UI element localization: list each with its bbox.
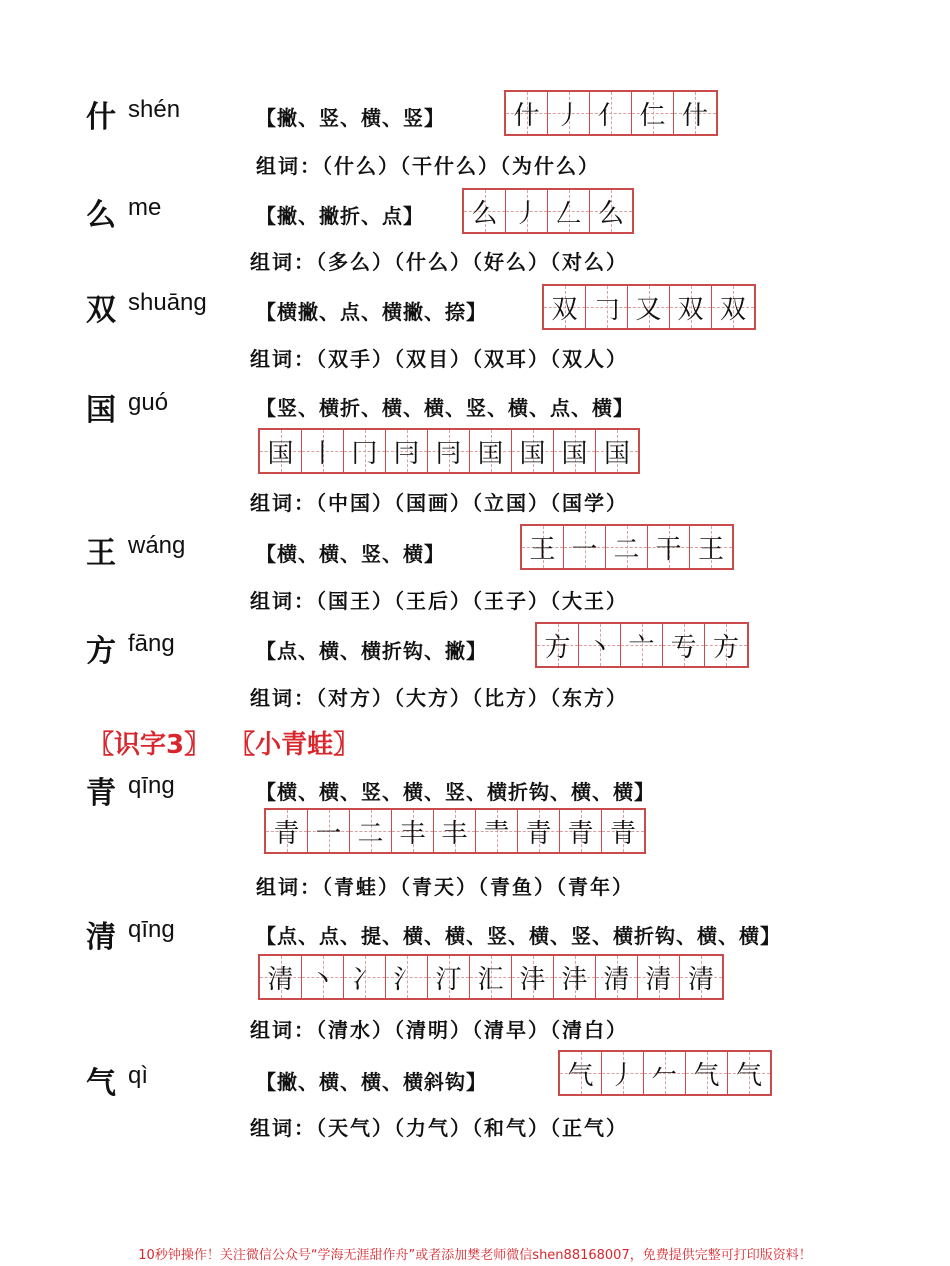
stroke-grid-cell (302, 430, 344, 472)
stroke-grid-cell (554, 956, 596, 998)
stroke-glyph: 丶 (586, 632, 613, 663)
stroke-glyph: 一 (571, 534, 598, 565)
stroke-grid-cell (686, 1052, 728, 1094)
entry-pinyin: shén (128, 96, 181, 123)
stroke-glyph: 气 (693, 1060, 720, 1091)
stroke-grid (558, 1050, 772, 1096)
stroke-order-text: 【撇、撇折、点】 (256, 204, 424, 228)
stroke-grid-cell (544, 286, 586, 328)
stroke-glyph: 国 (603, 438, 630, 469)
stroke-grid-cell (586, 286, 628, 328)
entry-character: 什 (86, 100, 116, 135)
stroke-grid-cell (344, 956, 386, 998)
stroke-grid-cell (350, 810, 392, 852)
stroke-glyph: 国 (519, 438, 546, 469)
stroke-grid-cell (690, 526, 732, 568)
stroke-glyph: 气 (735, 1060, 762, 1091)
stroke-grid-cell (386, 430, 428, 472)
word-examples (250, 1014, 628, 1043)
stroke-grid-cell (522, 526, 564, 568)
word-examples-list: （双手）（双目）（双耳）（双人） (316, 347, 628, 371)
stroke-grid-cell (674, 92, 716, 134)
stroke-glyph: 么 (471, 198, 498, 229)
stroke-glyph: 什 (513, 100, 540, 131)
stroke-grid-cell (728, 1052, 770, 1094)
stroke-grid-cell (548, 92, 590, 134)
stroke-glyph: 干 (655, 534, 682, 565)
stroke-glyph: 双 (677, 294, 704, 325)
stroke-glyph: 冃 (393, 438, 420, 469)
stroke-grid (258, 428, 640, 474)
stroke-glyph: 青 (273, 818, 300, 849)
word-examples-label: 组词： (250, 1116, 316, 1140)
stroke-glyph: 沣 (561, 964, 588, 995)
entry-character: 青 (86, 776, 116, 811)
stroke-grid (258, 954, 724, 1000)
stroke-glyph: 青 (567, 818, 594, 849)
stroke-glyph: 冂 (351, 438, 378, 469)
stroke-order-text: 【竖、横折、横、横、竖、横、点、横】 (256, 396, 634, 420)
word-examples-label: 组词： (256, 875, 322, 899)
stroke-grid-cell (554, 430, 596, 472)
stroke-grid (504, 90, 718, 136)
stroke-grid-cell (506, 190, 548, 232)
stroke-glyph: 氵 (393, 964, 420, 995)
stroke-grid-cell (470, 956, 512, 998)
word-examples (250, 682, 628, 711)
stroke-glyph: 汀 (435, 964, 462, 995)
stroke-glyph: 丿 (609, 1060, 636, 1091)
stroke-grid-cell (663, 624, 705, 666)
stroke-grid-cell (560, 810, 602, 852)
stroke-glyph: 丨 (309, 438, 336, 469)
word-examples-label: 组词： (250, 491, 316, 515)
stroke-glyph: 双 (719, 294, 746, 325)
stroke-grid-cell (344, 430, 386, 472)
stroke-grid-cell (560, 1052, 602, 1094)
stroke-grid-cell (670, 286, 712, 328)
stroke-grid-cell (606, 526, 648, 568)
stroke-glyph: 清 (645, 964, 672, 995)
stroke-grid-cell (564, 526, 606, 568)
stroke-grid-cell (476, 810, 518, 852)
stroke-glyph: 青 (525, 818, 552, 849)
stroke-grid-cell (470, 430, 512, 472)
entry-pinyin: guó (128, 389, 169, 416)
stroke-glyph: 汇 (477, 964, 504, 995)
word-examples-label: 组词： (250, 250, 316, 274)
stroke-grid-cell (644, 1052, 686, 1094)
section-title-lesson: 〖识字3〗 (88, 730, 211, 760)
stroke-glyph: 王 (529, 534, 556, 565)
stroke-grid (535, 622, 749, 668)
stroke-order-text: 【点、点、提、横、横、竖、横、竖、横折钩、横、横】 (256, 924, 781, 948)
stroke-grid-cell (266, 810, 308, 852)
stroke-grid-cell (260, 956, 302, 998)
stroke-grid-cell (680, 956, 722, 998)
stroke-glyph: 一 (315, 818, 342, 849)
stroke-order-text: 【撇、横、横、横斜钩】 (256, 1070, 487, 1094)
stroke-glyph: 二 (357, 818, 384, 849)
stroke-glyph: 国 (267, 438, 294, 469)
stroke-grid-cell (464, 190, 506, 232)
stroke-grid-cell (308, 810, 350, 852)
stroke-glyph: 冫 (351, 964, 378, 995)
stroke-grid-cell (579, 624, 621, 666)
stroke-glyph: 丰 (441, 818, 468, 849)
stroke-glyph: 亻 (597, 100, 624, 131)
stroke-glyph: 王 (697, 534, 724, 565)
word-examples-list: （天气）（力气）（和气）（正气） (316, 1116, 628, 1140)
word-examples (256, 150, 600, 179)
word-examples-list: （中国）（国画）（立国）（国学） (316, 491, 628, 515)
stroke-grid-cell (260, 430, 302, 472)
entry-character: 国 (86, 393, 116, 428)
stroke-grid-cell (590, 190, 632, 232)
stroke-order-text: 【撇、竖、横、竖】 (256, 106, 445, 130)
entry-pinyin: qīng (128, 772, 175, 799)
entry-pinyin: shuāng (128, 289, 207, 316)
stroke-grid-cell (537, 624, 579, 666)
entry-character: 双 (86, 293, 116, 328)
word-examples-list: （国王）（王后）（王子）（大王） (316, 589, 628, 613)
stroke-glyph: 双 (551, 294, 578, 325)
stroke-grid-cell (705, 624, 747, 666)
entry-character: 王 (86, 536, 116, 571)
stroke-grid-cell (621, 624, 663, 666)
stroke-order-text: 【横、横、竖、横、竖、横折钩、横、横】 (256, 780, 655, 804)
stroke-glyph: 什 (681, 100, 708, 131)
stroke-glyph: 丶 (309, 964, 336, 995)
stroke-glyph: 丿 (513, 198, 540, 229)
word-examples-list: （清水）（清明）（清早）（清白） (316, 1018, 628, 1042)
stroke-glyph: 龶 (483, 818, 510, 849)
stroke-glyph: 仁 (639, 100, 666, 131)
stroke-grid-cell (512, 430, 554, 472)
stroke-glyph: 方 (544, 632, 571, 663)
stroke-glyph: 亐 (670, 632, 697, 663)
stroke-glyph: 清 (687, 964, 714, 995)
stroke-grid-cell (602, 810, 644, 852)
word-examples (256, 871, 634, 900)
stroke-order-text: 【横、横、竖、横】 (256, 542, 445, 566)
stroke-glyph: 冃 (435, 438, 462, 469)
entry-pinyin: qīng (128, 916, 175, 943)
word-examples-list: （青蛙）（青天）（青鱼）（青年） (322, 875, 634, 899)
stroke-grid-cell (712, 286, 754, 328)
stroke-glyph: 又 (635, 294, 662, 325)
entry-character: 清 (86, 920, 116, 955)
word-examples-label: 组词： (250, 589, 316, 613)
stroke-grid-cell (434, 810, 476, 852)
entry-pinyin: me (128, 194, 162, 221)
entry-character: 气 (86, 1066, 116, 1101)
stroke-grid-cell (518, 810, 560, 852)
stroke-grid-cell (548, 190, 590, 232)
stroke-glyph: 丰 (399, 818, 426, 849)
word-examples (250, 1112, 628, 1141)
stroke-glyph: 囯 (477, 438, 504, 469)
stroke-grid-cell (428, 956, 470, 998)
stroke-grid-cell (302, 956, 344, 998)
stroke-glyph: 国 (561, 438, 588, 469)
stroke-order-text: 【点、横、横折钩、撇】 (256, 639, 487, 663)
entry-pinyin: wáng (128, 532, 186, 559)
word-examples-list: （对方）（大方）（比方）（东方） (316, 686, 628, 710)
word-examples-list: （多么）（什么）（好么）（对么） (316, 250, 628, 274)
stroke-glyph: 方 (712, 632, 739, 663)
stroke-grid-cell (648, 526, 690, 568)
word-examples-list: （什么）（干什么）（为什么） (322, 154, 600, 178)
word-examples-label: 组词： (250, 1018, 316, 1042)
stroke-grid-cell (392, 810, 434, 852)
stroke-grid (542, 284, 756, 330)
stroke-grid-cell (428, 430, 470, 472)
word-examples (250, 487, 628, 516)
stroke-order-text: 【横撇、点、横撇、捺】 (256, 300, 487, 324)
stroke-glyph: 丿 (555, 100, 582, 131)
stroke-glyph: 清 (603, 964, 630, 995)
section-title-name: 〖小青蛙〗 (229, 730, 360, 760)
stroke-glyph: 二 (613, 534, 640, 565)
word-examples-label: 组词： (250, 347, 316, 371)
word-examples-label: 组词： (250, 686, 316, 710)
stroke-glyph: 亠 (628, 632, 655, 663)
stroke-glyph: 么 (597, 198, 624, 229)
word-examples (250, 585, 628, 614)
stroke-glyph: 𠂉 (651, 1060, 678, 1091)
stroke-grid-cell (596, 430, 638, 472)
word-examples-label: 组词： (256, 154, 322, 178)
stroke-glyph: 𠃋 (555, 198, 582, 229)
stroke-grid-cell (638, 956, 680, 998)
stroke-glyph: 𠃌 (593, 294, 620, 325)
stroke-glyph: 沣 (519, 964, 546, 995)
stroke-grid-cell (632, 92, 674, 134)
entry-pinyin: qì (128, 1062, 149, 1089)
stroke-glyph: 气 (567, 1060, 594, 1091)
entry-character: 么 (86, 198, 116, 233)
section-title (88, 724, 359, 761)
stroke-glyph: 清 (267, 964, 294, 995)
stroke-grid-cell (628, 286, 670, 328)
entry-pinyin: fāng (128, 630, 175, 657)
stroke-grid-cell (590, 92, 632, 134)
word-examples (250, 246, 628, 275)
stroke-grid (462, 188, 634, 234)
entry-character: 方 (86, 634, 116, 669)
stroke-grid-cell (506, 92, 548, 134)
stroke-grid-cell (602, 1052, 644, 1094)
word-examples (250, 343, 628, 372)
stroke-grid-cell (386, 956, 428, 998)
stroke-grid (520, 524, 734, 570)
stroke-glyph: 青 (609, 818, 636, 849)
stroke-grid-cell (512, 956, 554, 998)
stroke-grid-cell (596, 956, 638, 998)
footer-note: 10秒钟操作！关注微信公众号“学海无涯甜作舟”或者添加樊老师微信shen88168007，免费提供完整可打印版资料！ (138, 1248, 812, 1263)
stroke-grid (264, 808, 646, 854)
